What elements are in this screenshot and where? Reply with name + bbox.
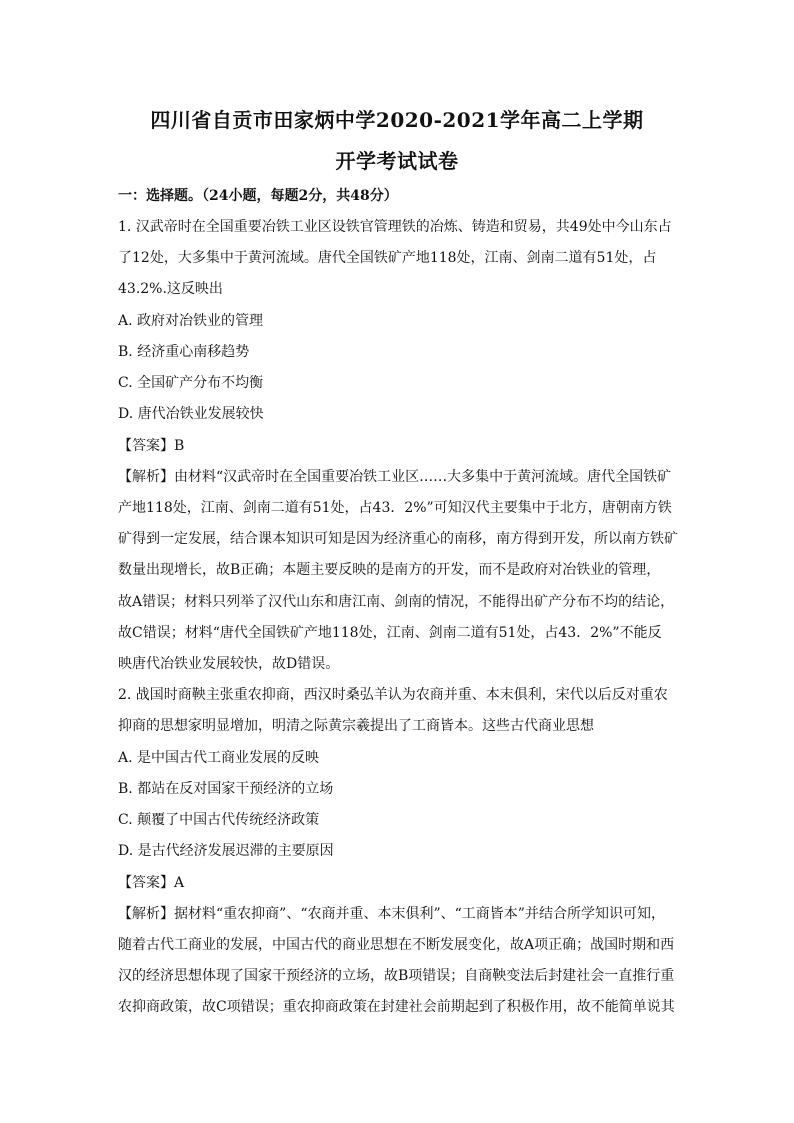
document-title-line2: 开学考试试卷 xyxy=(335,149,459,173)
question-1-option-b: B. 经济重心南移趋势 xyxy=(118,344,250,360)
question-2-analysis-line-4: 农抑商政策，故C项错误；重农抑商政策在封建社会前期起到了积极作用，故不能简单说其 xyxy=(118,999,675,1015)
section-heading: 一：选择题。（24小题，每题2分，共48分） xyxy=(118,188,398,204)
question-1-option-c: C. 全国矿产分布不均衡 xyxy=(118,375,264,391)
question-2-stem-line-2: 抑商的思想家明显增加，明清之际黄宗羲提出了工商皆本。这些古代商业思想 xyxy=(118,718,594,734)
question-1-analysis-line-1: 【解析】由材料“汉武帝时在全国重要冶铁工业区……大多集中于黄河流域。唐代全国铁矿 xyxy=(118,469,672,485)
question-1-analysis-line-6: 故C错误；材料“唐代全国铁矿产地118处，江南、剑南二道有51处，占43．2%”不能反 xyxy=(118,625,662,641)
question-2-analysis-line-1: 【解析】据材料“重农抑商”、“农商并重、本末俱利”、“工商皆本”并结合所学知识可知， xyxy=(118,906,665,922)
question-1-stem-line-2: 了12处，大多集中于黄河流域。唐代全国铁矿产地118处，江南、剑南二道有51处，占 xyxy=(118,250,657,266)
question-1-analysis-line-3: 矿得到一定发展，结合课本知识可知是因为经济重心的南移，南方得到开发，所以南方铁矿 xyxy=(118,531,678,547)
question-2-option-b: B. 都站在反对国家干预经济的立场 xyxy=(118,781,334,797)
question-1-analysis-line-4: 数量出现增长，故B正确；本题主要反映的是南方的开发，而不是政府对冶铁业的管理， xyxy=(118,562,661,578)
question-2-answer: 【答案】A xyxy=(118,875,185,891)
question-1-stem-line-1: 1. 汉武帝时在全国重要冶铁工业区设铁官管理铁的冶炼、铸造和贸易，共49处中今山东占 xyxy=(118,219,672,235)
question-2-option-a: A. 是中国古代工商业发展的反映 xyxy=(118,750,320,766)
question-1-option-a: A. 政府对冶铁业的管理 xyxy=(118,313,264,329)
question-2-option-d: D. 是古代经济发展迟滞的主要原因 xyxy=(118,843,334,859)
question-1-analysis-line-2: 产地118处，江南、剑南二道有51处，占43．2%”可知汉代主要集中于北方，唐朝南方铁 xyxy=(118,500,672,516)
question-2-option-c: C. 颠覆了中国古代传统经济政策 xyxy=(118,812,320,828)
question-2-analysis-line-3: 汉的经济思想体现了国家干预经济的立场，故B项错误；自商鞅变法后封建社会一直推行重 xyxy=(118,968,675,984)
question-1-answer: 【答案】B xyxy=(118,438,185,454)
document-title-line1: 四川省自贡市田家炳中学2020-2021学年高二上学期 xyxy=(150,108,644,132)
question-1-option-d: D. 唐代冶铁业发展较快 xyxy=(118,406,264,422)
question-1-analysis-line-5: 故A错误；材料只列举了汉代山东和唐江南、剑南的情况，不能得出矿产分布不均的结论， xyxy=(118,594,675,610)
question-2-analysis-line-2: 随着古代工商业的发展，中国古代的商业思想在不断发展变化，故A项正确；战国时期和西 xyxy=(118,937,675,953)
question-1-analysis-line-7: 映唐代冶铁业发展较快，故D错误。 xyxy=(118,656,340,672)
question-2-stem-line-1: 2. 战国时商鞅主张重农抑商，西汉时桑弘羊认为农商并重、本末俱利，宋代以后反对重农 xyxy=(118,687,668,703)
question-1-stem-line-3: 43.2%.这反映出 xyxy=(118,281,223,297)
